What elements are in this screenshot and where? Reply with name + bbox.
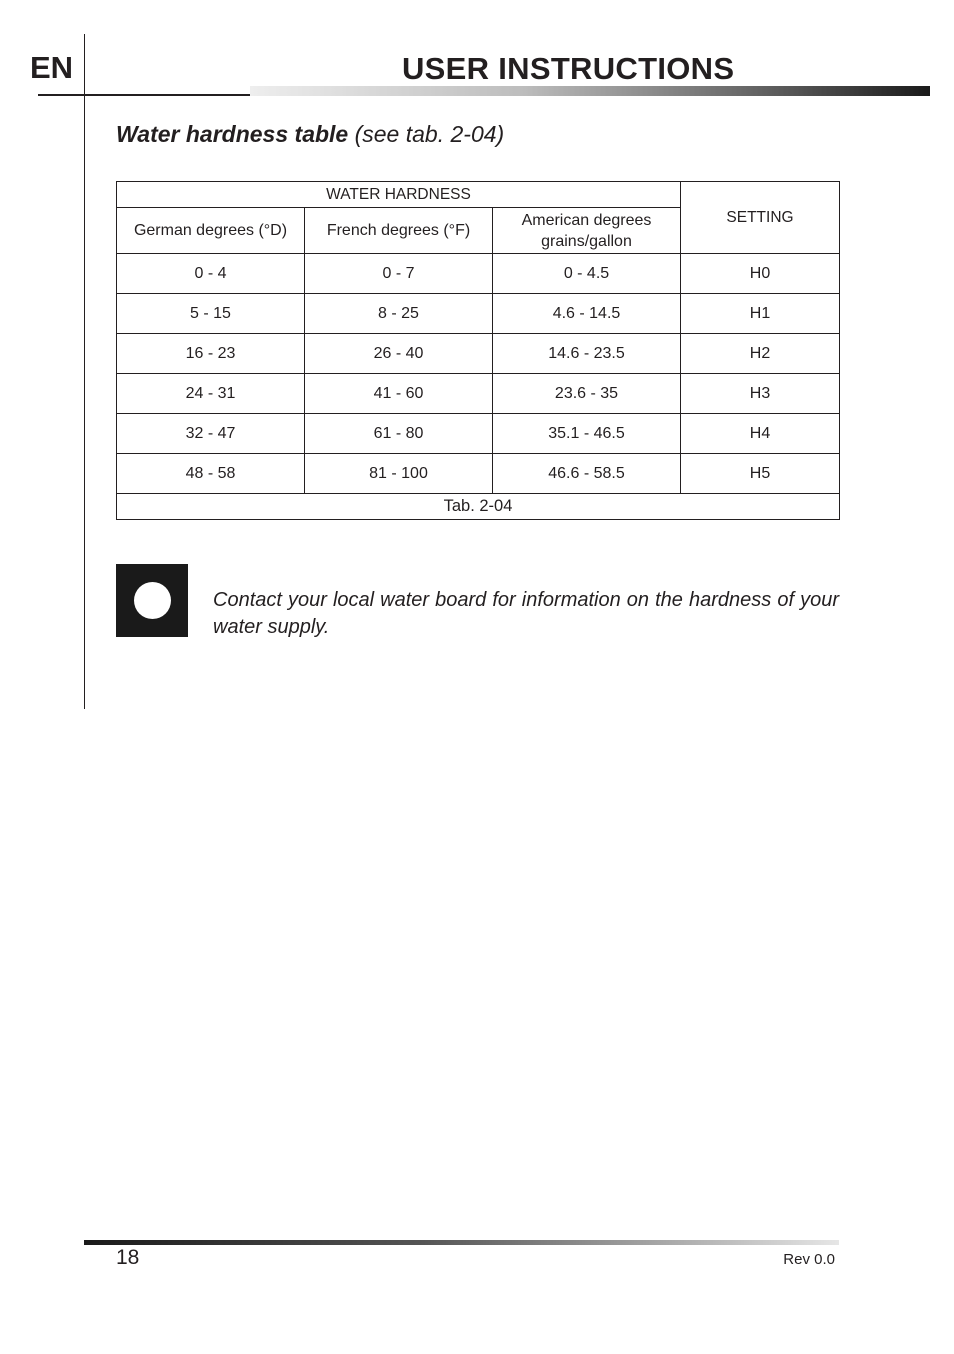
cell-setting: H1 (681, 294, 840, 334)
cell-setting: H4 (681, 414, 840, 454)
cell-american: 23.6 - 35 (493, 374, 681, 414)
cell-french: 8 - 25 (305, 294, 493, 334)
cell-american: 0 - 4.5 (493, 254, 681, 294)
header-setting: SETTING (681, 182, 840, 254)
header-gradient-bar (250, 86, 930, 96)
revision-label: Rev 0.0 (783, 1251, 835, 1268)
header-american-degrees: American degrees grains/gallon (493, 208, 681, 254)
section-title (116, 121, 504, 148)
cell-french: 81 - 100 (305, 454, 493, 494)
header-rule (38, 94, 250, 96)
cell-american: 46.6 - 58.5 (493, 454, 681, 494)
info-dot (134, 582, 171, 619)
section-title-main: Water hardness table (116, 121, 349, 147)
header-water-hardness: WATER HARDNESS (117, 182, 681, 208)
table-header-row (117, 182, 840, 208)
cell-american: 35.1 - 46.5 (493, 414, 681, 454)
table-caption: Tab. 2-04 (117, 494, 840, 520)
cell-german: 5 - 15 (117, 294, 305, 334)
water-hardness-table (116, 181, 840, 520)
table-row (117, 254, 840, 294)
cell-american: 4.6 - 14.5 (493, 294, 681, 334)
margin-vertical-rule (84, 34, 85, 709)
cell-american: 14.6 - 23.5 (493, 334, 681, 374)
page-number: 18 (116, 1246, 140, 1269)
info-dot-icon (116, 564, 188, 637)
table-row (117, 374, 840, 414)
table-caption-row (117, 494, 840, 520)
cell-french: 0 - 7 (305, 254, 493, 294)
footer-gradient-bar (84, 1240, 839, 1245)
cell-german: 48 - 58 (117, 454, 305, 494)
cell-german: 24 - 31 (117, 374, 305, 414)
cell-french: 61 - 80 (305, 414, 493, 454)
cell-french: 41 - 60 (305, 374, 493, 414)
cell-german: 32 - 47 (117, 414, 305, 454)
cell-setting: H3 (681, 374, 840, 414)
table-row (117, 414, 840, 454)
cell-setting: H0 (681, 254, 840, 294)
table-row (117, 454, 840, 494)
table-row (117, 294, 840, 334)
cell-setting: H2 (681, 334, 840, 374)
note-text: Contact your local water board for information on the hardness of your water supply. (213, 589, 839, 638)
page-title: USER INSTRUCTIONS (402, 51, 735, 86)
language-code: EN (30, 50, 74, 85)
section-title-reference: (see tab. 2-04) (348, 121, 505, 147)
header-french-degrees: French degrees (°F) (305, 208, 493, 254)
table-row (117, 334, 840, 374)
cell-french: 26 - 40 (305, 334, 493, 374)
cell-german: 0 - 4 (117, 254, 305, 294)
cell-german: 16 - 23 (117, 334, 305, 374)
cell-setting: H5 (681, 454, 840, 494)
header-german-degrees: German degrees (°D) (117, 208, 305, 254)
